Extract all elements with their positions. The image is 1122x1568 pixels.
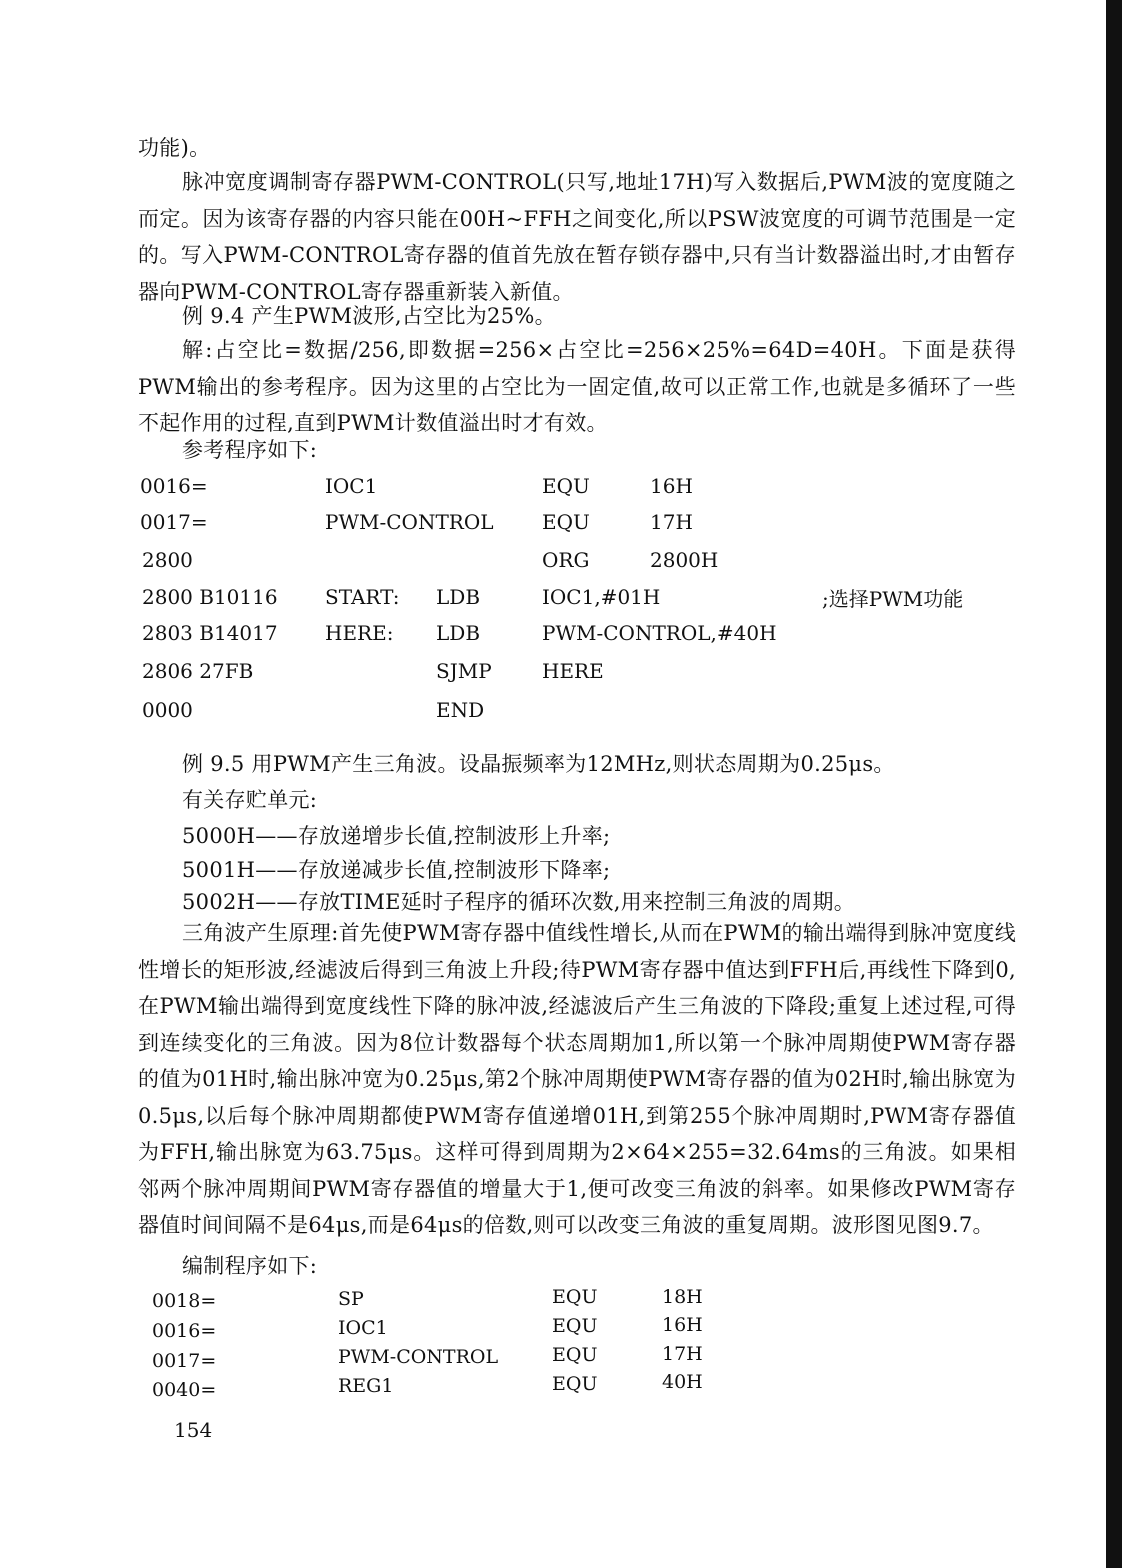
- code-comment: ;选择PWM功能: [822, 587, 964, 611]
- code-operand: EQU: [542, 474, 590, 498]
- code-op: EQU: [552, 1315, 598, 1337]
- example-9-5-heading: 例 9.5 用PWM产生三角波。设晶振频率为12MHz,则状态周期为0.25μs。: [182, 752, 895, 776]
- storage-unit-5000h: 5000H——存放递增步长值,控制波形上升率;: [182, 824, 611, 848]
- code-address: 0018=: [152, 1290, 217, 1312]
- code-value: 18H: [662, 1286, 703, 1308]
- code-address: 0016=: [140, 474, 208, 498]
- code-op: LDB: [436, 585, 481, 609]
- example-9-4-solution: 解:占空比=数据/256,即数据=256×占空比=256×25%=64D=40H。下面是获得PWM输出的参考程序。因为这里的占空比为一固定值,故可以正常工作,也就是多循环了一些不起作用的过程,直到PWM计数值溢出时才有效。: [138, 338, 1016, 435]
- code-address: 2800 B10116: [142, 585, 278, 609]
- program-intro: 编制程序如下:: [182, 1254, 318, 1278]
- paragraph-continuation: 功能)。: [138, 136, 211, 160]
- code-label: PWM-CONTROL: [325, 510, 494, 534]
- code-op: EQU: [552, 1344, 598, 1366]
- code-extra: 17H: [650, 510, 693, 534]
- code-address: 0016=: [152, 1320, 217, 1342]
- code-address: 2806 27FB: [142, 659, 254, 683]
- code-extra: 16H: [650, 474, 693, 498]
- triangle-wave-principle: 三角波产生原理:首先使PWM寄存器中值线性增长,从而在PWM的输出端得到脉冲宽度线性增长的矩形波,经滤波后得到三角波上升段;待PWM寄存器中值达到FFH后,再线性下降到0,在PWM输出端得到宽度线性下降的脉冲波,经滤波后产生三角波的下降段;重复上述过程,可得到连续变化的三角波。因为8位计数器每个状态周期加1,所以第一个脉冲周期使PWM寄存器的值为01H时,输出脉冲宽为0.25μs,第2个脉冲周期使PWM寄存器的值为02H时,输出脉宽为0.5μs,以后每个脉冲周期都使PWM寄存值递增01H,到第255个脉冲周期时,PWM寄存器值为FFH,输出脉宽为63.75μs。这样可得到周期为2×64×255=32.64ms的三角波。如果相邻两个脉冲周期间PWM寄存器值的增量大于1,便可改变三角波的斜率。如果修改PWM寄存器值时间间隔不是64μs,而是64μs的倍数,则可以改变三角波的重复周期。波形图见图9.7。: [138, 921, 1016, 1237]
- code-op: EQU: [552, 1286, 598, 1308]
- code-op: SJMP: [436, 659, 492, 683]
- code-value: 40H: [662, 1371, 703, 1393]
- code-extra: 2800H: [650, 548, 719, 572]
- storage-unit-5001h: 5001H——存放递减步长值,控制波形下降率;: [182, 858, 611, 882]
- code-name: REG1: [338, 1375, 394, 1397]
- storage-units-intro: 有关存贮单元:: [182, 788, 318, 812]
- code-address: 2800: [142, 548, 193, 572]
- paragraph-pwm-control-register: 脉冲宽度调制寄存器PWM-CONTROL(只写,地址17H)写入数据后,PWM波的宽度随之而定。因为该寄存器的内容只能在00H~FFH之间变化,所以PSW波宽度的可调节范围是一定的。写入PWM-CONTROL寄存器的值首先放在暂存锁存器中,只有当计数器溢出时,才由暂存器向PWM-CONTROL寄存器重新装入新值。: [138, 170, 1016, 304]
- code-name: SP: [338, 1288, 364, 1310]
- reference-program-intro: 参考程序如下:: [182, 438, 318, 462]
- code-value: 16H: [662, 1314, 703, 1336]
- code-operand: ORG: [542, 548, 590, 572]
- code-operand: HERE: [542, 659, 604, 683]
- code-operand: PWM-CONTROL,#40H: [542, 621, 777, 645]
- code-value: 17H: [662, 1343, 703, 1365]
- code-address: 0017=: [152, 1350, 217, 1372]
- code-address: 0017=: [140, 510, 208, 534]
- code-op: EQU: [552, 1373, 598, 1395]
- example-9-4-heading: 例 9.4 产生PWM波形,占空比为25%。: [182, 304, 556, 328]
- code-operand: EQU: [542, 510, 590, 534]
- code-op: LDB: [436, 621, 481, 645]
- code-label: IOC1: [325, 474, 378, 498]
- page-edge-shadow: [1106, 0, 1122, 1568]
- code-address: 2803 B14017: [142, 621, 278, 645]
- code-label: HERE:: [325, 621, 394, 645]
- code-name: PWM-CONTROL: [338, 1346, 499, 1368]
- code-label: START:: [325, 585, 400, 609]
- code-op: END: [436, 698, 485, 722]
- code-address: 0040=: [152, 1379, 217, 1401]
- storage-unit-5002h: 5002H——存放TIME延时子程序的循环次数,用来控制三角波的周期。: [182, 890, 856, 914]
- code-operand: IOC1,#01H: [542, 585, 661, 609]
- code-name: IOC1: [338, 1317, 388, 1339]
- code-address: 0000: [142, 698, 193, 722]
- page-number: 154: [174, 1418, 213, 1442]
